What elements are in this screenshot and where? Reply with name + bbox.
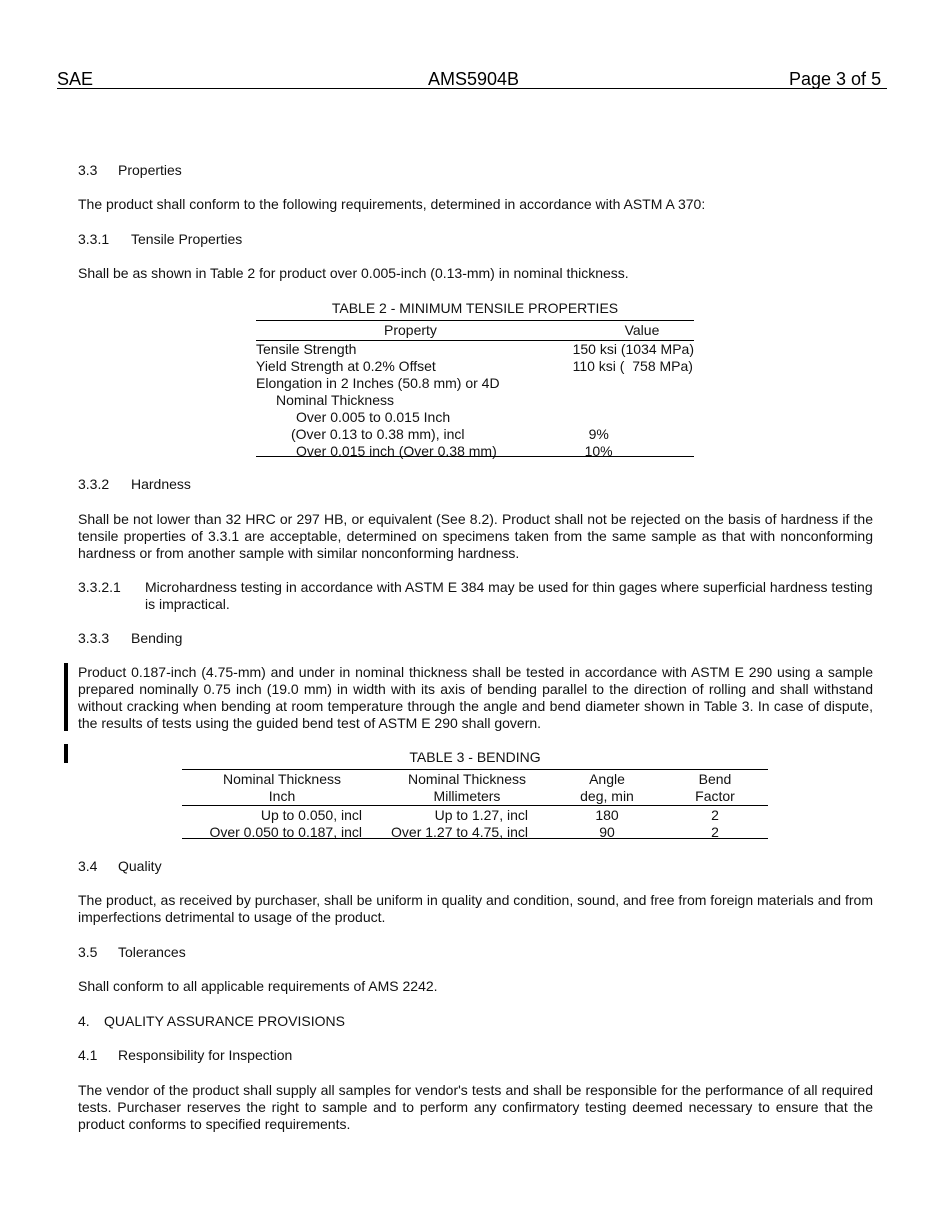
table-cell: 150 ksi (1034 MPa) xyxy=(572,341,694,357)
section-number: 3.5 xyxy=(78,944,98,960)
table-3-header-angle xyxy=(552,771,662,806)
table-3-header-inch xyxy=(182,771,382,806)
table-3-caption: TABLE 3 - BENDING xyxy=(409,749,541,765)
section-title: Tolerances xyxy=(118,944,186,960)
section-3-5-body: Shall conform to all applicable requirements of AMS 2242. xyxy=(78,978,438,994)
section-title: Quality xyxy=(118,858,162,874)
table-row xyxy=(256,443,694,460)
table-cell: Up to 0.050, incl xyxy=(260,807,362,823)
table-cell: Up to 1.27, incl xyxy=(434,807,528,823)
table-row xyxy=(256,358,694,375)
header-left: SAE xyxy=(57,69,94,89)
table-row xyxy=(256,375,694,392)
section-title: Tensile Properties xyxy=(131,231,243,247)
header-line-1: Angle xyxy=(589,771,625,787)
section-3-3-2-1-number: 3.3.2.1 xyxy=(78,579,121,595)
section-title: QUALITY ASSURANCE PROVISIONS xyxy=(104,1013,345,1029)
section-number: 3.3.2 xyxy=(78,476,110,492)
table-3-header-row xyxy=(182,771,768,806)
table-cell xyxy=(573,392,694,409)
table-cell: 2 xyxy=(711,807,719,823)
table-cell: 110 ksi ( 758 MPa) xyxy=(572,358,693,374)
section-3-3-body: The product shall conform to the following requirements, determined in accordance with ASTM A 370: xyxy=(78,196,706,212)
section-3-3-2-body: Shall be not lower than 32 HRC or 297 HB, or equivalent (See 8.2). Product shall not be rejected on the basis of hardness if the tensile properties of 3.3.1 are acceptable, determined on specimens taken from the same sample as that with nonconforming hardness or from another sample with similar nonconforming hardness. xyxy=(78,511,873,561)
header-line-2: deg, min xyxy=(580,788,634,804)
section-4-1-body: The vendor of the product shall supply all samples for vendor's tests and shall be responsible for the performance of all required tests. Purchaser reserves the right to sample and to perform any confirmatory testing deemed necessary to ensure that the product conforms to specified requirements. xyxy=(78,1082,873,1132)
table-2 xyxy=(256,322,694,460)
section-3-3-2-1-body: Microhardness testing in accordance with ASTM E 384 may be used for thin gages where superficial hardness testing is impractical. xyxy=(145,579,873,612)
section-title: Bending xyxy=(131,630,183,646)
header-line-2: Inch xyxy=(268,788,296,804)
table-row xyxy=(256,341,694,359)
table-cell: Over 0.015 inch (Over 0.38 mm) xyxy=(296,443,497,459)
table-3-header-bend xyxy=(662,771,768,806)
header-line-2: Factor xyxy=(695,788,735,804)
table-2-bottom-rule xyxy=(256,456,694,457)
section-number: 3.3 xyxy=(78,162,98,178)
header-line-1: Nominal Thickness xyxy=(222,771,341,787)
section-number: 3.3.3 xyxy=(78,630,110,646)
table-3-bottom-rule xyxy=(182,838,768,839)
header-line-1: Bend xyxy=(698,771,732,787)
table-3 xyxy=(182,771,768,841)
table-row xyxy=(256,392,694,409)
table-cell: 90 xyxy=(599,824,615,840)
section-number: 4. xyxy=(78,1013,90,1029)
table-cell: Elongation in 2 Inches (50.8 mm) or 4D xyxy=(256,375,500,391)
table-2-top-rule xyxy=(256,320,694,321)
table-row xyxy=(256,409,694,426)
table-cell: 2 xyxy=(711,824,719,840)
table-cell: Nominal Thickness xyxy=(276,392,395,408)
header-line-2: Millimeters xyxy=(433,788,501,804)
table-row xyxy=(182,806,768,825)
header-rule xyxy=(57,88,887,89)
table-cell: Over 0.005 to 0.015 Inch xyxy=(296,409,451,425)
section-number: 3.4 xyxy=(78,858,98,874)
section-3-3-1-body: Shall be as shown in Table 2 for product over 0.005-inch (0.13-mm) in nominal thickness. xyxy=(78,265,629,281)
header-right: Page 3 of 5 xyxy=(789,69,882,89)
table-2-caption: TABLE 2 - MINIMUM TENSILE PROPERTIES xyxy=(331,300,619,316)
table-cell: Over 0.050 to 0.187, incl xyxy=(209,824,362,840)
table-cell: (Over 0.13 to 0.38 mm), incl xyxy=(291,426,465,442)
section-title: Properties xyxy=(118,162,182,178)
section-3-4-body: The product, as received by purchaser, shall be uniform in quality and condition, sound, and free from foreign materials and from imperfections detrimental to usage of the product. xyxy=(78,892,873,925)
table-cell xyxy=(573,375,694,392)
table-cell: 10% xyxy=(584,443,613,459)
section-number: 4.1 xyxy=(78,1047,98,1063)
table-2-col-property: Property xyxy=(384,322,437,338)
table-cell: Over 1.27 to 4.75, incl xyxy=(391,824,528,840)
section-title: Responsibility for Inspection xyxy=(118,1047,293,1063)
header-line-1: Nominal Thickness xyxy=(407,771,526,787)
table-row xyxy=(256,426,694,443)
table-2-col-value: Value xyxy=(624,322,660,338)
table-cell: Tensile Strength xyxy=(256,341,357,357)
table-3-header-mm xyxy=(382,771,552,806)
change-bar xyxy=(64,744,68,763)
section-number: 3.3.1 xyxy=(78,231,110,247)
table-cell xyxy=(573,409,694,426)
header-center: AMS5904B xyxy=(428,69,520,89)
table-cell: 180 xyxy=(595,807,619,823)
table-3-top-rule xyxy=(182,769,768,770)
table-2-header-row xyxy=(256,322,694,341)
change-bar xyxy=(64,663,68,731)
section-3-3-3-body: Product 0.187-inch (4.75-mm) and under in nominal thickness shall be tested in accordance with ASTM E 290 using a sample prepared nominally 0.75 inch (19.0 mm) in width with its axis of bending parallel to the direction of rolling and shall withstand without cracking when bending at room temperature through the angle and bend diameter shown in Table 3. In case of dispute, the results of tests using the guided bend test of ASTM E 290 shall govern. xyxy=(78,664,873,731)
section-title: Hardness xyxy=(131,476,191,492)
table-cell: Yield Strength at 0.2% Offset xyxy=(256,358,436,374)
table-cell: 9% xyxy=(588,426,609,442)
